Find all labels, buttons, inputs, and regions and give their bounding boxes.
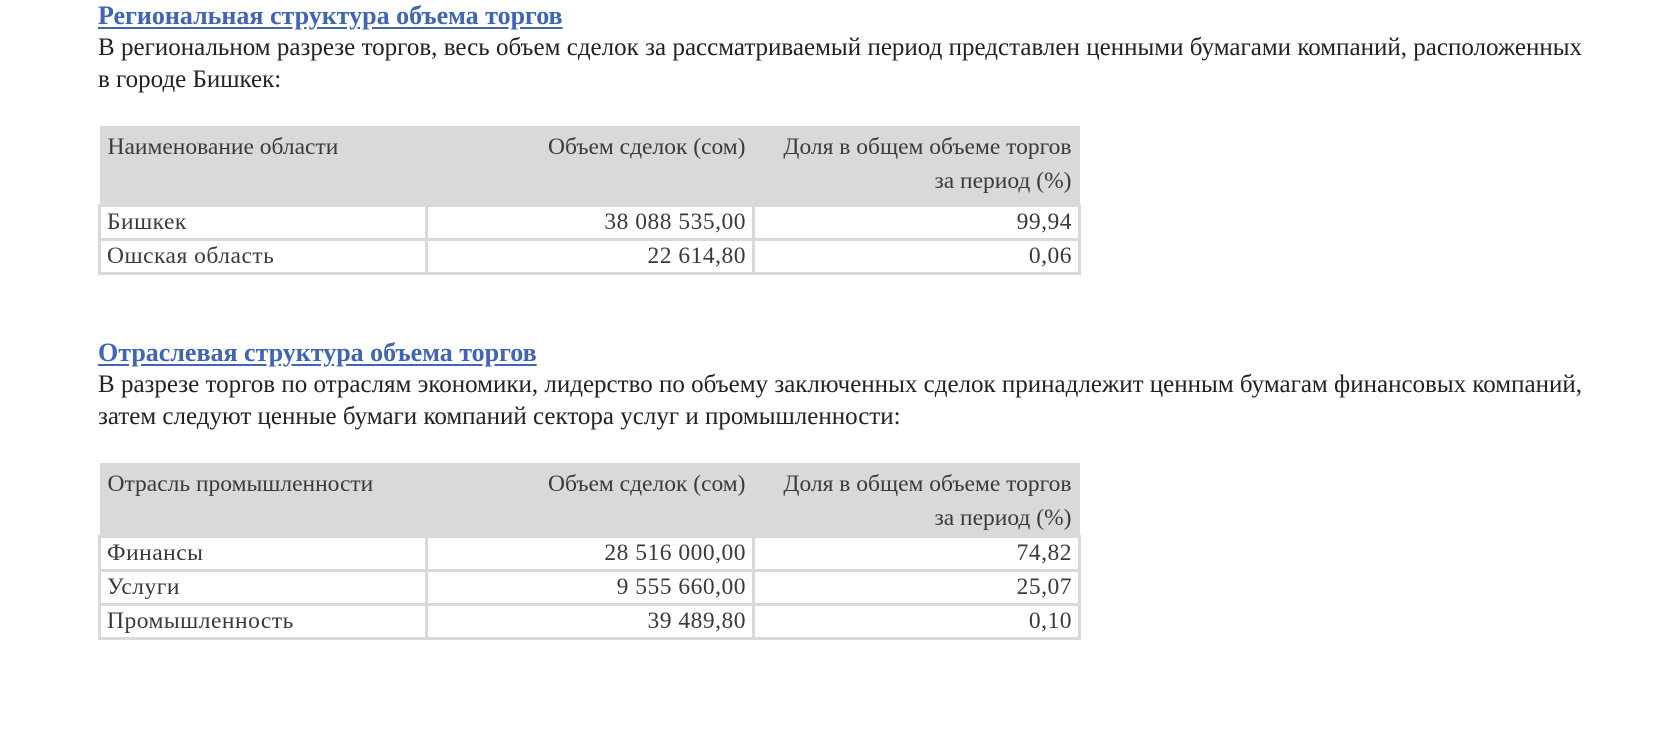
regional-paragraph: В региональном разрезе торгов, весь объем сделок за рассматриваемый период представлен ценными бумагами компаний, расположенных в городе Бишкек: <box>98 34 1582 93</box>
share-cell: 99,94 <box>754 206 1080 240</box>
document-body <box>98 0 1582 640</box>
column-header: Доля в общем объеме торгов за период (%) <box>754 463 1080 537</box>
sectoral-paragraph: В разрезе торгов по отраслям экономики, лидерство по объему заключенных сделок принадлежит ценным бумагам финансовых компаний, затем следуют ценные бумаги компаний сектора услуг и промышленности: <box>98 371 1582 430</box>
sector-name-cell: Услуги <box>100 571 427 605</box>
volume-cell: 22 614,80 <box>427 240 754 274</box>
column-header: Отрасль промышленности <box>100 463 427 537</box>
table-header-row <box>100 463 1080 537</box>
column-header: Доля в общем объеме торгов за период (%) <box>754 126 1080 206</box>
share-cell: 25,07 <box>754 571 1080 605</box>
column-header: Объем сделок (сом) <box>427 126 754 206</box>
column-header: Объем сделок (сом) <box>427 463 754 537</box>
region-name-cell: Ошская область <box>100 240 427 274</box>
share-cell: 0,10 <box>754 605 1080 639</box>
regional-structure-heading[interactable]: Региональная структура объема торгов <box>98 1 563 30</box>
sector-name-cell: Промышленность <box>100 605 427 639</box>
table-header-row <box>100 126 1080 206</box>
table-row <box>100 240 1080 274</box>
region-name-cell: Бишкек <box>100 206 427 240</box>
sector-name-cell: Финансы <box>100 537 427 571</box>
volume-cell: 9 555 660,00 <box>427 571 754 605</box>
share-cell: 0,06 <box>754 240 1080 274</box>
share-cell: 74,82 <box>754 537 1080 571</box>
regional-table <box>98 126 1081 275</box>
sectoral-table <box>98 463 1081 640</box>
table-row <box>100 605 1080 639</box>
volume-cell: 28 516 000,00 <box>427 537 754 571</box>
table-row <box>100 206 1080 240</box>
table-row <box>100 537 1080 571</box>
table-row <box>100 571 1080 605</box>
volume-cell: 38 088 535,00 <box>427 206 754 240</box>
sectoral-structure-heading[interactable]: Отраслевая структура объема торгов <box>98 338 537 367</box>
column-header: Наименование области <box>100 126 427 206</box>
volume-cell: 39 489,80 <box>427 605 754 639</box>
